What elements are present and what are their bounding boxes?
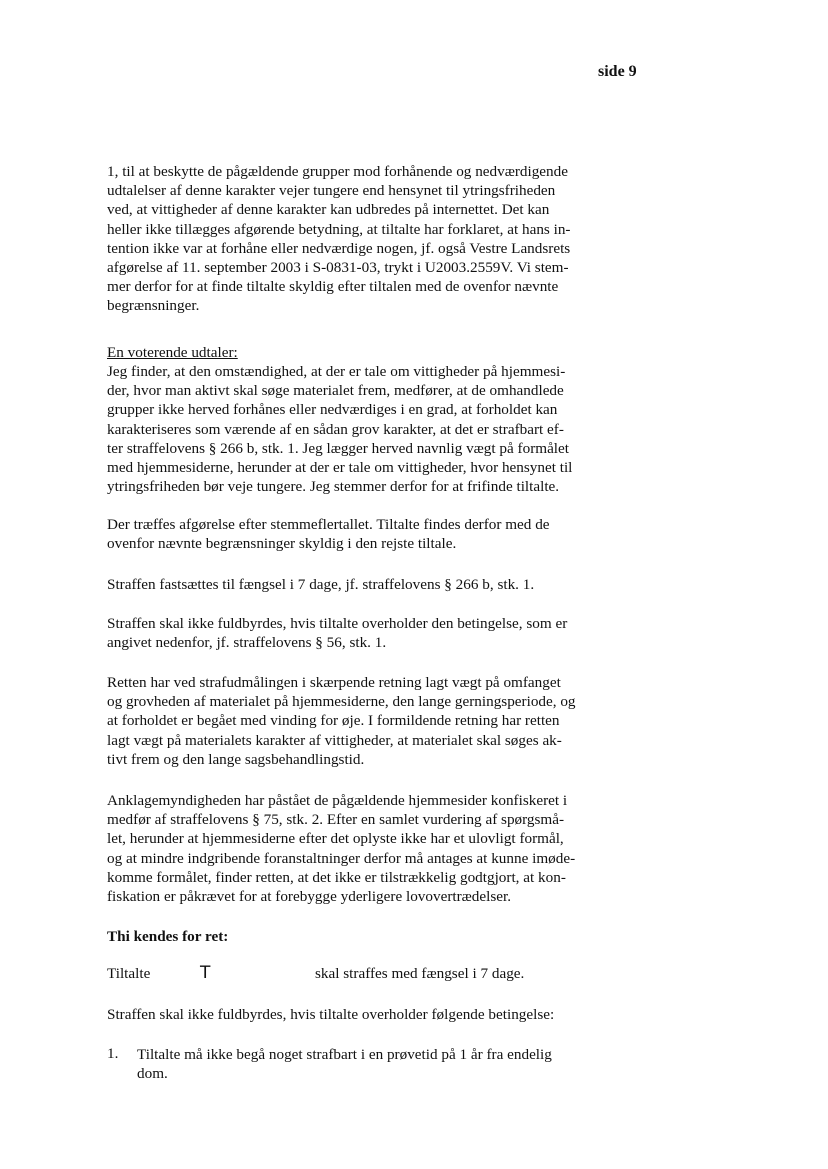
text-line: lagt vægt på materialets karakter af vittigheder, at materialet skal søges ak- bbox=[107, 731, 562, 749]
text-line: dom. bbox=[137, 1065, 168, 1083]
condition-intro: Straffen skal ikke fuldbyrdes, hvis tiltalte overholder følgende betingelse: bbox=[107, 1006, 555, 1023]
text-line: og at mindre indgribende foranstaltninger derfor må antages at kunne imøde- bbox=[107, 849, 576, 867]
text-line: ytringsfriheden bør veje tungere. Jeg stemmer derfor for at frifinde tiltalte. bbox=[107, 478, 560, 496]
text-line: Jeg finder, at den omstændighed, at der er tale om vittigheder på hjemmesi- bbox=[107, 363, 566, 380]
text-line: ved, at vittigheder af denne karakter kan udbredes på internettet. Det kan bbox=[107, 201, 550, 219]
text-line: Straffen skal ikke fuldbyrdes, hvis tiltalte overholder den betingelse, som er bbox=[107, 615, 568, 632]
text-line: Straffen fastsættes til fængsel i 7 dage, jf. straffelovens § 266 b, stk. 1. bbox=[107, 576, 535, 593]
paragraph-dissent bbox=[107, 362, 607, 496]
condition-text bbox=[137, 1045, 597, 1083]
verdict-sentence: skal straffes med fængsel i 7 dage. bbox=[315, 965, 525, 982]
verdict-heading: Thi kendes for ret: bbox=[107, 928, 229, 945]
paragraph-reasoning bbox=[107, 162, 607, 316]
text-line: begrænsninger. bbox=[107, 297, 200, 315]
text-line: let, herunder at hjemmesiderne efter det oplyste ikke har et ulovligt formål, bbox=[107, 830, 564, 848]
dissent-heading: En voterende udtaler: bbox=[107, 344, 238, 361]
text-line: komme formålet, finder retten, at det ikke er tilstrækkelig godtgjort, at kon- bbox=[107, 868, 566, 886]
text-line: Der træffes afgørelse efter stemmeflertallet. Tiltalte findes derfor med de bbox=[107, 516, 550, 533]
text-line: fiskation er påkrævet for at forebygge yderligere lovovertrædelser. bbox=[107, 888, 512, 906]
text-line: medfør af straffelovens § 75, stk. 2. Efter en samlet vurdering af spørgsmå- bbox=[107, 811, 565, 829]
text-line: med hjemmesiderne, herunder at der er tale om vittigheder, hvor hensynet til bbox=[107, 459, 573, 477]
text-line: 1, til at beskytte de pågældende grupper mod forhånende og nedværdigende bbox=[107, 163, 568, 180]
text-line: angivet nedenfor, jf. straffelovens § 56, stk. 1. bbox=[107, 634, 387, 652]
text-line: mer derfor for at finde tiltalte skyldig efter tiltalen med de ovenfor nævnte bbox=[107, 278, 559, 296]
condition-number: 1. bbox=[107, 1045, 119, 1062]
text-line: heller ikke tillægges afgørende betydning, at tiltalte har forklaret, at hans in- bbox=[107, 220, 571, 238]
paragraph-decision bbox=[107, 515, 607, 553]
text-line: karakteriseres som værende af en sådan grov karakter, at det er strafbart ef- bbox=[107, 420, 564, 438]
text-line: tivt frem og den lange sagsbehandlingstid. bbox=[107, 750, 365, 768]
paragraph-sentence bbox=[107, 575, 607, 594]
text-line: grupper ikke herved forhånes eller nedværdiges i en grad, at forholdet kan bbox=[107, 401, 558, 419]
paragraph-suspension bbox=[107, 614, 607, 652]
text-line: at forholdet er begået med vinding for øje. I formildende retning har retten bbox=[107, 712, 560, 730]
page-number: side 9 bbox=[598, 63, 637, 80]
redaction-mark: T bbox=[200, 963, 211, 983]
text-line: Tiltalte må ikke begå noget strafbart i en prøvetid på 1 år fra endelig bbox=[137, 1046, 552, 1063]
text-line: afgørelse af 11. september 2003 i S-0831-03, trykt i U2003.2559V. Vi stem- bbox=[107, 259, 569, 277]
paragraph-confiscation bbox=[107, 791, 607, 906]
text-line: udtalelser af denne karakter vejer tungere end hensynet til ytringsfriheden bbox=[107, 182, 556, 200]
verdict-defendant-label: Tiltalte bbox=[107, 965, 151, 982]
text-line: og grovheden af materialet på hjemmesiderne, den lange gerningsperiode, og bbox=[107, 693, 576, 711]
text-line: ter straffelovens § 266 b, stk. 1. Jeg lægger herved navnlig vægt på formålet bbox=[107, 439, 569, 457]
paragraph-assessment bbox=[107, 673, 607, 769]
text-line: Retten har ved strafudmålingen i skærpende retning lagt vægt på omfanget bbox=[107, 674, 561, 691]
text-line: tention ikke var at forhåne eller nedværdige nogen, jf. også Vestre Landsrets bbox=[107, 239, 571, 257]
text-line: der, hvor man aktivt skal søge materialet frem, medfører, at de omhandlede bbox=[107, 382, 564, 400]
text-line: Anklagemyndigheden har påstået de pågældende hjemmesider konfiskeret i bbox=[107, 792, 568, 809]
text-line: ovenfor nævnte begrænsninger skyldig i den rejste tiltale. bbox=[107, 535, 457, 553]
